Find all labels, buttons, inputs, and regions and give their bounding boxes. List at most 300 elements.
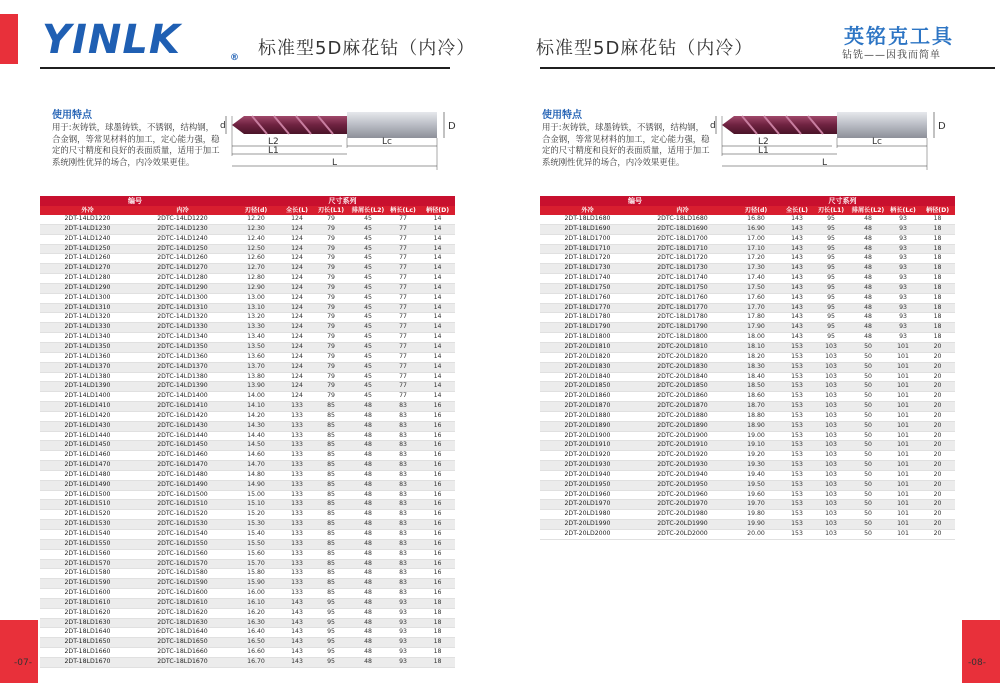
spec-cell: 95 [812, 323, 850, 333]
spec-cell: 16.70 [230, 657, 282, 667]
table-body-left [40, 215, 455, 667]
spec-cell: 79 [312, 215, 350, 224]
spec-cell: 50 [850, 480, 886, 490]
spec-cell: 16 [420, 480, 455, 490]
spec-cell: 79 [312, 313, 350, 323]
spec-cell: 18.40 [730, 372, 782, 382]
table-row [540, 520, 955, 530]
corner-accent-top-left [0, 14, 18, 64]
product-code-cell: 2DTC-14LD1380 [135, 372, 230, 382]
table-row [540, 293, 955, 303]
spec-cell: 48 [850, 283, 886, 293]
table-row [540, 421, 955, 431]
spec-cell: 14 [420, 352, 455, 362]
spec-cell: 85 [312, 539, 350, 549]
product-code-cell: 2DT-20LD1940 [540, 470, 635, 480]
spec-cell: 101 [886, 461, 920, 471]
product-code-cell: 2DT-16LD1430 [40, 421, 135, 431]
spec-cell: 14.90 [230, 480, 282, 490]
spec-cell: 77 [386, 234, 420, 244]
spec-cell: 14 [420, 313, 455, 323]
table-row [540, 411, 955, 421]
spec-cell: 13.70 [230, 362, 282, 372]
spec-cell: 83 [386, 431, 420, 441]
spec-cell: 16 [420, 500, 455, 510]
spec-cell: 93 [886, 323, 920, 333]
spec-cell: 79 [312, 224, 350, 234]
spec-cell: 12.30 [230, 224, 282, 234]
spec-cell: 18 [420, 598, 455, 608]
product-code-cell: 2DT-14LD1240 [40, 234, 135, 244]
spec-cell: 14.50 [230, 441, 282, 451]
dim-L1: L1 [758, 146, 769, 156]
spec-cell: 20 [920, 461, 955, 471]
spec-cell: 93 [386, 608, 420, 618]
table-row [540, 274, 955, 284]
product-code-cell: 2DTC-16LD1410 [135, 402, 230, 412]
spec-cell: 95 [812, 264, 850, 274]
spec-cell: 50 [850, 461, 886, 471]
spec-cell: 79 [312, 352, 350, 362]
product-code-cell: 2DTC-14LD1400 [135, 392, 230, 402]
spec-cell: 95 [312, 648, 350, 658]
spec-cell: 93 [886, 254, 920, 264]
product-code-cell: 2DTC-14LD1280 [135, 274, 230, 284]
spec-cell: 50 [850, 510, 886, 520]
spec-cell: 48 [850, 215, 886, 224]
spec-cell: 153 [782, 382, 812, 392]
product-code-cell: 2DT-16LD1530 [40, 520, 135, 530]
spec-cell: 13.50 [230, 342, 282, 352]
spec-cell: 18 [920, 254, 955, 264]
product-code-cell: 2DT-18LD1680 [540, 215, 635, 224]
spec-cell: 20 [920, 510, 955, 520]
product-code-cell: 2DT-16LD1560 [40, 549, 135, 559]
table-row [40, 569, 455, 579]
product-code-cell: 2DTC-16LD1520 [135, 510, 230, 520]
product-code-cell: 2DT-18LD1640 [40, 628, 135, 638]
spec-cell: 14.10 [230, 402, 282, 412]
spec-cell: 13.60 [230, 352, 282, 362]
product-code-cell: 2DTC-18LD1770 [635, 303, 730, 313]
spec-cell: 85 [312, 530, 350, 540]
drill-diagram-right [712, 110, 952, 174]
spec-cell: 45 [350, 224, 386, 234]
spec-cell: 14.80 [230, 470, 282, 480]
spec-cell: 133 [282, 490, 312, 500]
spec-cell: 48 [350, 520, 386, 530]
spec-cell: 153 [782, 520, 812, 530]
table-row [40, 539, 455, 549]
product-code-cell: 2DT-14LD1360 [40, 352, 135, 362]
table-row [40, 392, 455, 402]
product-code-cell: 2DT-18LD1690 [540, 224, 635, 234]
spec-cell: 133 [282, 520, 312, 530]
product-code-cell: 2DTC-18LD1790 [635, 323, 730, 333]
spec-cell: 50 [850, 382, 886, 392]
spec-cell: 103 [812, 500, 850, 510]
product-code-cell: 2DT-18LD1610 [40, 598, 135, 608]
spec-cell: 83 [386, 441, 420, 451]
spec-cell: 103 [812, 372, 850, 382]
table-row [40, 421, 455, 431]
spec-cell: 133 [282, 549, 312, 559]
spec-cell: 45 [350, 303, 386, 313]
spec-cell: 85 [312, 589, 350, 599]
spec-cell: 124 [282, 372, 312, 382]
spec-cell: 16.60 [230, 648, 282, 658]
table-row [40, 589, 455, 599]
spec-cell: 133 [282, 500, 312, 510]
table-row [540, 490, 955, 500]
spec-cell: 45 [350, 254, 386, 264]
spec-cell: 14 [420, 283, 455, 293]
spec-cell: 14 [420, 303, 455, 313]
spec-cell: 50 [850, 500, 886, 510]
spec-cell: 143 [782, 323, 812, 333]
spec-cell: 153 [782, 421, 812, 431]
spec-cell: 16.20 [230, 608, 282, 618]
spec-cell: 124 [282, 362, 312, 372]
spec-cell: 16 [420, 402, 455, 412]
spec-cell: 17.20 [730, 254, 782, 264]
product-code-cell: 2DTC-16LD1500 [135, 490, 230, 500]
spec-cell: 77 [386, 342, 420, 352]
spec-cell: 12.20 [230, 215, 282, 224]
table-row [540, 372, 955, 382]
spec-cell: 20 [920, 431, 955, 441]
spec-cell: 18.60 [730, 392, 782, 402]
spec-cell: 85 [312, 559, 350, 569]
product-code-cell: 2DT-14LD1300 [40, 293, 135, 303]
header-code-group: 编号 [40, 196, 230, 206]
column-header: 刃径(d) [230, 206, 282, 215]
spec-cell: 95 [312, 628, 350, 638]
product-code-cell: 2DT-18LD1710 [540, 244, 635, 254]
spec-cell: 79 [312, 362, 350, 372]
column-header: 柄长(Lc) [386, 206, 420, 215]
table-row [540, 234, 955, 244]
spec-cell: 79 [312, 293, 350, 303]
spec-cell: 45 [350, 244, 386, 254]
spec-cell: 133 [282, 411, 312, 421]
spec-cell: 18.50 [730, 382, 782, 392]
spec-cell: 77 [386, 244, 420, 254]
spec-cell: 16 [420, 530, 455, 540]
spec-cell: 19.40 [730, 470, 782, 480]
table-row [40, 264, 455, 274]
table-row [540, 313, 955, 323]
spec-cell: 16 [420, 520, 455, 530]
spec-cell: 15.40 [230, 530, 282, 540]
spec-cell: 101 [886, 520, 920, 530]
product-code-cell: 2DTC-14LD1340 [135, 333, 230, 343]
spec-cell: 17.40 [730, 274, 782, 284]
product-code-cell: 2DTC-20LD1870 [635, 402, 730, 412]
spec-cell: 50 [850, 402, 886, 412]
product-code-cell: 2DT-20LD1960 [540, 490, 635, 500]
product-code-cell: 2DT-14LD1220 [40, 215, 135, 224]
spec-cell: 143 [782, 333, 812, 343]
spec-cell: 20 [920, 362, 955, 372]
spec-cell: 83 [386, 402, 420, 412]
spec-cell: 45 [350, 234, 386, 244]
spec-cell: 17.50 [730, 283, 782, 293]
spec-cell: 85 [312, 402, 350, 412]
spec-cell: 153 [782, 362, 812, 372]
brand-slogan: 钻铣——因我而简单 [842, 50, 941, 61]
table-row [40, 480, 455, 490]
product-code-cell: 2DT-20LD1890 [540, 421, 635, 431]
product-code-cell: 2DT-14LD1250 [40, 244, 135, 254]
table-row [540, 500, 955, 510]
spec-cell: 153 [782, 461, 812, 471]
spec-cell: 101 [886, 421, 920, 431]
right-header-rule [540, 67, 995, 69]
product-code-cell: 2DTC-18LD1780 [635, 313, 730, 323]
spec-cell: 18 [420, 618, 455, 628]
spec-cell: 48 [350, 490, 386, 500]
product-code-cell: 2DTC-20LD1980 [635, 510, 730, 520]
product-code-cell: 2DT-18LD1750 [540, 283, 635, 293]
spec-cell: 48 [350, 480, 386, 490]
spec-cell: 83 [386, 520, 420, 530]
spec-cell: 103 [812, 530, 850, 540]
spec-cell: 83 [386, 579, 420, 589]
spec-cell: 95 [812, 215, 850, 224]
spec-cell: 79 [312, 234, 350, 244]
spec-cell: 143 [782, 254, 812, 264]
table-row [40, 215, 455, 224]
product-code-cell: 2DT-20LD1950 [540, 480, 635, 490]
spec-cell: 93 [886, 313, 920, 323]
spec-cell: 45 [350, 215, 386, 224]
spec-cell: 83 [386, 421, 420, 431]
spec-cell: 50 [850, 411, 886, 421]
dim-D: D [938, 121, 946, 132]
spec-cell: 18 [920, 234, 955, 244]
product-code-cell: 2DT-14LD1260 [40, 254, 135, 264]
spec-cell: 50 [850, 352, 886, 362]
spec-cell: 16.30 [230, 618, 282, 628]
spec-cell: 77 [386, 323, 420, 333]
spec-cell: 48 [850, 264, 886, 274]
spec-cell: 103 [812, 362, 850, 372]
spec-cell: 18.70 [730, 402, 782, 412]
spec-cell: 18 [420, 657, 455, 667]
product-code-cell: 2DTC-14LD1310 [135, 303, 230, 313]
table-row [40, 382, 455, 392]
product-code-cell: 2DTC-18LD1620 [135, 608, 230, 618]
spec-cell: 133 [282, 402, 312, 412]
spec-cell: 83 [386, 500, 420, 510]
spec-cell: 48 [850, 323, 886, 333]
spec-cell: 45 [350, 342, 386, 352]
product-code-cell: 2DTC-16LD1470 [135, 461, 230, 471]
product-code-cell: 2DTC-16LD1540 [135, 530, 230, 540]
spec-cell: 16 [420, 421, 455, 431]
product-code-cell: 2DTC-16LD1560 [135, 549, 230, 559]
spec-cell: 48 [350, 431, 386, 441]
page-number-left: -07- [14, 658, 32, 668]
spec-cell: 124 [282, 392, 312, 402]
spec-cell: 15.20 [230, 510, 282, 520]
spec-cell: 20 [920, 382, 955, 392]
product-code-cell: 2DT-20LD1980 [540, 510, 635, 520]
spec-cell: 103 [812, 520, 850, 530]
spec-cell: 19.50 [730, 480, 782, 490]
spec-cell: 18 [920, 293, 955, 303]
spec-cell: 77 [386, 313, 420, 323]
spec-cell: 143 [782, 234, 812, 244]
drill-diagram-left [222, 110, 462, 174]
spec-cell: 133 [282, 589, 312, 599]
product-code-cell: 2DT-16LD1440 [40, 431, 135, 441]
spec-cell: 124 [282, 293, 312, 303]
spec-cell: 83 [386, 461, 420, 471]
product-code-cell: 2DTC-20LD1840 [635, 372, 730, 382]
spec-cell: 45 [350, 362, 386, 372]
spec-cell: 143 [282, 628, 312, 638]
spec-cell: 17.80 [730, 313, 782, 323]
spec-cell: 133 [282, 559, 312, 569]
spec-cell: 124 [282, 254, 312, 264]
spec-cell: 93 [386, 648, 420, 658]
product-code-cell: 2DT-16LD1420 [40, 411, 135, 421]
spec-cell: 14.20 [230, 411, 282, 421]
spec-cell: 12.70 [230, 264, 282, 274]
spec-cell: 16 [420, 539, 455, 549]
spec-cell: 14.70 [230, 461, 282, 471]
product-code-cell: 2DT-16LD1590 [40, 579, 135, 589]
spec-cell: 124 [282, 234, 312, 244]
spec-cell: 48 [850, 333, 886, 343]
spec-cell: 77 [386, 362, 420, 372]
spec-cell: 14.30 [230, 421, 282, 431]
spec-cell: 101 [886, 480, 920, 490]
product-code-cell: 2DT-14LD1320 [40, 313, 135, 323]
spec-cell: 103 [812, 421, 850, 431]
spec-cell: 95 [312, 618, 350, 628]
column-header: 外冷 [540, 206, 635, 215]
product-code-cell: 2DT-20LD1870 [540, 402, 635, 412]
spec-cell: 133 [282, 470, 312, 480]
spec-cell: 83 [386, 589, 420, 599]
spec-cell: 50 [850, 362, 886, 372]
table-row [40, 628, 455, 638]
spec-cell: 153 [782, 372, 812, 382]
spec-cell: 83 [386, 530, 420, 540]
column-header: 排屑长(L2) [851, 207, 885, 214]
spec-cell: 16 [420, 589, 455, 599]
table-row [540, 342, 955, 352]
spec-cell: 50 [850, 342, 886, 352]
column-header: 柄径(D) [920, 206, 955, 215]
table-row [40, 470, 455, 480]
spec-cell: 143 [782, 283, 812, 293]
spec-cell: 12.80 [230, 274, 282, 284]
spec-cell: 50 [850, 490, 886, 500]
table-row [540, 470, 955, 480]
spec-cell: 48 [850, 293, 886, 303]
spec-cell: 48 [850, 274, 886, 284]
product-code-cell: 2DTC-14LD1390 [135, 382, 230, 392]
spec-cell: 13.90 [230, 382, 282, 392]
spec-cell: 17.70 [730, 303, 782, 313]
spec-cell: 48 [350, 500, 386, 510]
product-code-cell: 2DTC-14LD1320 [135, 313, 230, 323]
corner-accent-bottom-left [0, 620, 38, 683]
spec-cell: 85 [312, 421, 350, 431]
spec-cell: 14.60 [230, 451, 282, 461]
spec-cell: 48 [350, 421, 386, 431]
spec-cell: 17.60 [730, 293, 782, 303]
spec-cell: 16 [420, 559, 455, 569]
spec-cell: 143 [782, 303, 812, 313]
product-code-cell: 2DT-20LD1860 [540, 392, 635, 402]
spec-cell: 101 [886, 372, 920, 382]
spec-cell: 48 [850, 224, 886, 234]
spec-cell: 48 [850, 313, 886, 323]
spec-cell: 48 [350, 618, 386, 628]
product-code-cell: 2DT-16LD1490 [40, 480, 135, 490]
dim-L: L [822, 158, 828, 168]
spec-cell: 48 [350, 402, 386, 412]
spec-cell: 17.30 [730, 264, 782, 274]
spec-cell: 103 [812, 342, 850, 352]
spec-cell: 48 [350, 470, 386, 480]
spec-cell: 143 [782, 224, 812, 234]
product-code-cell: 2DTC-18LD1680 [635, 215, 730, 224]
spec-cell: 13.00 [230, 293, 282, 303]
spec-cell: 15.70 [230, 559, 282, 569]
spec-cell: 18 [920, 224, 955, 234]
spec-cell: 18 [420, 638, 455, 648]
spec-cell: 95 [312, 608, 350, 618]
spec-cell: 103 [812, 392, 850, 402]
spec-cell: 101 [886, 451, 920, 461]
spec-cell: 93 [886, 333, 920, 343]
spec-cell: 20 [920, 372, 955, 382]
spec-cell: 101 [886, 362, 920, 372]
spec-cell: 18 [920, 323, 955, 333]
table-row [40, 451, 455, 461]
spec-cell: 18 [920, 244, 955, 254]
spec-cell: 20 [920, 411, 955, 421]
spec-cell: 103 [812, 510, 850, 520]
spec-cell: 19.20 [730, 451, 782, 461]
spec-cell: 18.00 [730, 333, 782, 343]
spec-cell: 12.60 [230, 254, 282, 264]
spec-cell: 95 [312, 657, 350, 667]
spec-cell: 153 [782, 480, 812, 490]
dim-Lc: Lc [872, 137, 882, 147]
spec-cell: 85 [312, 480, 350, 490]
spec-cell: 83 [386, 480, 420, 490]
product-code-cell: 2DT-14LD1310 [40, 303, 135, 313]
product-code-cell: 2DTC-14LD1240 [135, 234, 230, 244]
spec-cell: 83 [386, 549, 420, 559]
spec-cell: 153 [782, 411, 812, 421]
table-row [40, 618, 455, 628]
product-code-cell: 2DTC-18LD1690 [635, 224, 730, 234]
spec-cell: 20 [920, 441, 955, 451]
table-row [540, 323, 955, 333]
product-code-cell: 2DTC-18LD1640 [135, 628, 230, 638]
spec-cell: 95 [812, 254, 850, 264]
spec-cell: 16 [420, 470, 455, 480]
spec-cell: 143 [282, 638, 312, 648]
